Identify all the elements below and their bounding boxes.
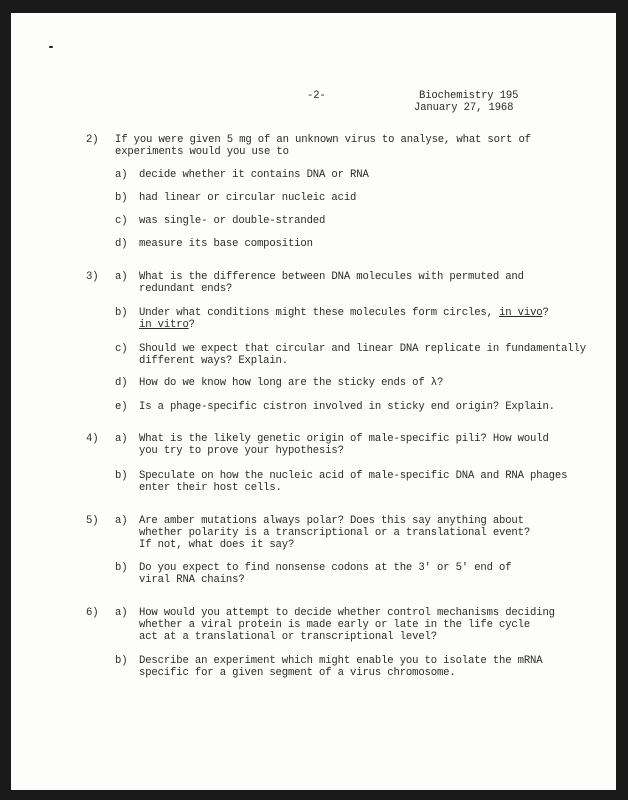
part-label: a)	[115, 271, 128, 283]
part-label: b)	[115, 192, 128, 204]
question-number: 4)	[86, 433, 99, 445]
part-text: What is the likely genetic origin of male-specific pili? How would	[139, 433, 549, 445]
part-label: a)	[115, 515, 128, 527]
course-title: Biochemistry 195	[419, 90, 519, 102]
part-text: redundant ends?	[139, 283, 233, 295]
part-text: different ways? Explain.	[139, 355, 288, 367]
part-text: Speculate on how the nucleic acid of male-specific DNA and RNA phages	[139, 470, 568, 482]
part-text: you try to prove your hypothesis?	[139, 445, 344, 457]
part-label: a)	[115, 169, 128, 181]
part-text: Is a phage-specific cistron involved in sticky end origin? Explain.	[139, 401, 555, 413]
question-text: If you were given 5 mg of an unknown virus to analyse, what sort of	[115, 134, 531, 146]
part-text: Describe an experiment which might enable you to isolate the mRNA	[139, 655, 543, 667]
underlined-term: in vitro	[139, 319, 189, 331]
ink-speck	[49, 46, 53, 48]
part-text: How would you attempt to decide whether control mechanisms deciding	[139, 607, 555, 619]
part-label: e)	[115, 401, 128, 413]
part-text: viral RNA chains?	[139, 574, 245, 586]
part-label: b)	[115, 307, 128, 319]
part-label: c)	[115, 343, 128, 355]
part-text: had linear or circular nucleic acid	[139, 192, 357, 204]
document-date: January 27, 1968	[414, 102, 514, 114]
question-number: 5)	[86, 515, 99, 527]
question-text: experiments would you use to	[115, 146, 289, 158]
part-text: How do we know how long are the sticky ends of λ?	[139, 377, 444, 389]
part-label: b)	[115, 470, 128, 482]
part-text: act at a translational or transcriptional level?	[139, 631, 437, 643]
part-text: measure its base composition	[139, 238, 313, 250]
part-label: c)	[115, 215, 128, 227]
part-text: enter their host cells.	[139, 482, 282, 494]
part-label: a)	[115, 433, 128, 445]
part-text: decide whether it contains DNA or RNA	[139, 169, 369, 181]
part-text: If not, what does it say?	[139, 539, 295, 551]
part-label: a)	[115, 607, 128, 619]
question-number: 2)	[86, 134, 99, 146]
part-label: d)	[115, 377, 128, 389]
page-header	[307, 90, 567, 120]
part-text: whether polarity is a transcriptional or a translational event?	[139, 527, 531, 539]
question-number: 3)	[86, 271, 99, 283]
document-page	[11, 13, 616, 790]
part-text: in vitro?	[139, 319, 195, 331]
part-text: Under what conditions might these molecules form circles, in vivo?	[139, 307, 549, 319]
question-number: 6)	[86, 607, 99, 619]
part-text: was single- or double-stranded	[139, 215, 326, 227]
part-text: Do you expect to find nonsense codons at the 3' or 5' end of	[139, 562, 512, 574]
part-label: b)	[115, 562, 128, 574]
page-number: -2-	[307, 90, 326, 102]
part-text: Should we expect that circular and linear DNA replicate in fundamentally	[139, 343, 586, 355]
part-text: whether a viral protein is made early or late in the life cycle	[139, 619, 531, 631]
part-text: specific for a given segment of a virus chromosome.	[139, 667, 456, 679]
underlined-term: in vivo	[499, 307, 543, 319]
part-label: d)	[115, 238, 128, 250]
part-label: b)	[115, 655, 128, 667]
part-text: What is the difference between DNA molecules with permuted and	[139, 271, 524, 283]
part-text: Are amber mutations always polar? Does this say anything about	[139, 515, 524, 527]
